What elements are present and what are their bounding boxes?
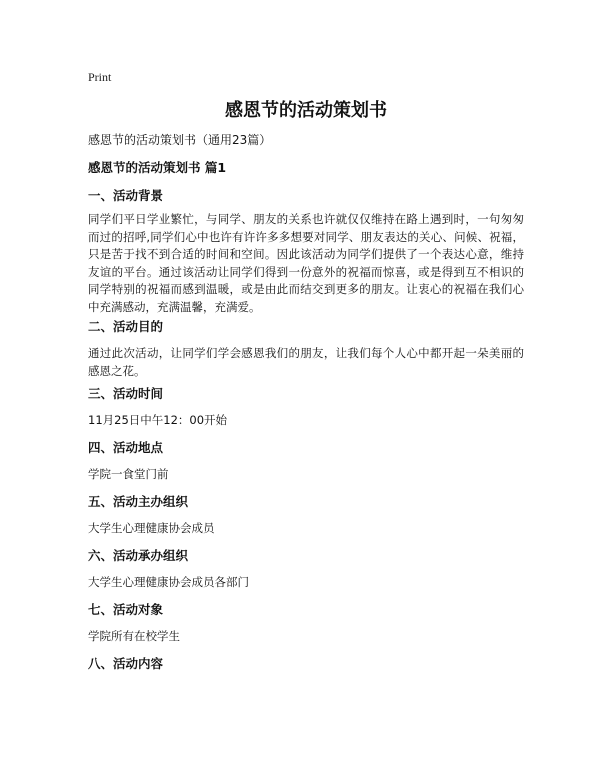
section-heading-content: 八、活动内容 (88, 656, 164, 671)
section-heading-host: 五、活动主办组织 (88, 494, 189, 509)
section-body-time: 11月25日中午12：00开始 (88, 413, 228, 427)
section-heading-location: 四、活动地点 (88, 440, 164, 455)
page-title: 感恩节的活动策划书 (225, 100, 387, 121)
print-link[interactable]: Print (88, 70, 112, 84)
section-body-audience: 学院所有在校学生 (88, 629, 180, 643)
document-subtitle: 感恩节的活动策划书（通用23篇） (88, 133, 272, 147)
section-heading-background: 一、活动背景 (88, 188, 164, 203)
part-heading: 感恩节的活动策划书 篇1 (88, 160, 227, 175)
section-heading-audience: 七、活动对象 (88, 602, 164, 617)
section-body-purpose: 通过此次活动，让同学们学会感恩我们的朋友，让我们每个人心中都开起一朵美丽的感恩之花。 (88, 346, 524, 378)
section-body-host: 大学生心理健康协会成员 (88, 521, 215, 535)
section-heading-organizer: 六、活动承办组织 (88, 548, 189, 563)
section-body-background: 同学们平日学业繁忙，与同学、朋友的关系也许就仅仅维持在路上遇到时，一句匆匆而过的招呼,同学们心中也许有许许多多想要对同学、朋友表达的关心、问候、祝福，只是苦于找不到合适的时间和空间。因此该活动为同学们提供了一个表达心意，维持友谊的平台。通过该活动让同学们得到一份意外的祝福而惊喜，或是得到互不相识的同学特别的祝福而感到温暖，或是由此而结交到更多的朋友。让衷心的祝福在我们心中充满感动，充满温馨，充满爱。 (88, 212, 524, 314)
section-heading-time: 三、活动时间 (88, 386, 164, 401)
section-body-location: 学院一食堂门前 (88, 467, 169, 481)
section-heading-purpose: 二、活动目的 (88, 319, 164, 334)
section-body-organizer: 大学生心理健康协会成员各部门 (88, 575, 249, 589)
